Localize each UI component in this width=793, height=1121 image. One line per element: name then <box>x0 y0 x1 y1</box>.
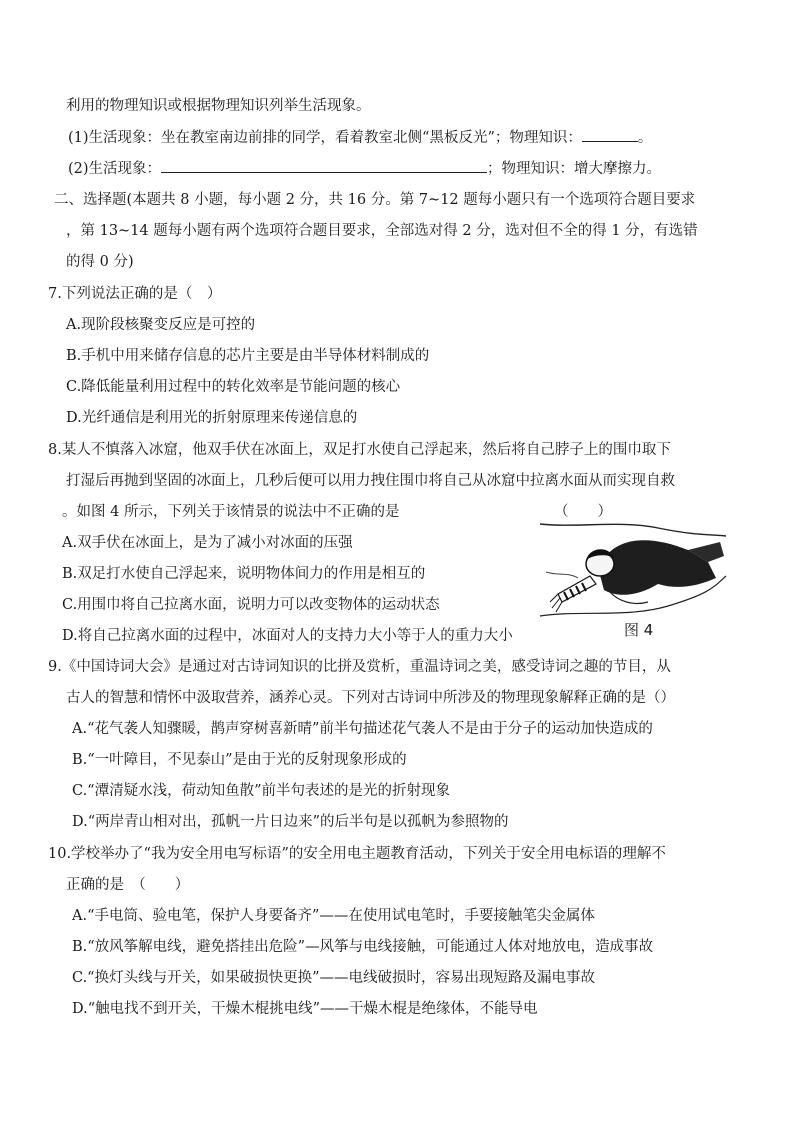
q8-stem-1: 8.某人不慎落入冰窟，他双手伏在冰面上，双足打水使自己浮起来，然后将自己脖子上的围巾取下 <box>48 442 671 458</box>
q9-option-d: D.“两岸青山相对出，孤帆一片日边来”的后半句是以孤帆为参照物的 <box>72 814 509 830</box>
intro-line: 利用的物理知识或根据物理知识列举生活现象。 <box>66 98 371 114</box>
q10-stem-1: 10.学校举办了“我为安全用电写标语”的安全用电主题教育活动，下列关于安全用电标语的理解不 <box>48 846 666 862</box>
answer-blank-1 <box>582 127 638 142</box>
figure-4-illustration <box>538 506 728 636</box>
intro-item-1-end: 。 <box>637 130 653 146</box>
q9-stem-2: 古人的智慧和情怀中汲取营养，涵养心灵。下列对古诗词中所涉及的物理现象解释正确的是（） <box>66 690 675 706</box>
q8-stem-3: 。如图 4 所示，下列关于该情景的说法中不正确的是 <box>62 504 400 520</box>
q7-option-c: C.降低能量利用过程中的转化效率是节能问题的核心 <box>66 379 401 395</box>
q7-option-d: D.光纤通信是利用光的折射原理来传递信息的 <box>66 410 358 426</box>
q8-option-a: A.双手伏在冰面上，是为了减小对冰面的压强 <box>62 535 353 551</box>
q8-answer-paren: （ ） <box>554 504 612 520</box>
q8-option-c: C.用围巾将自己拉离水面，说明力可以改变物体的运动状态 <box>62 597 440 613</box>
q9-option-c: C.“潭清疑水浅，荷动知鱼散”前半句表述的是光的折射现象 <box>72 783 451 799</box>
q8-option-d: D.将自己拉离水面的过程中，冰面对人的支持力大小等于人的重力大小 <box>62 628 513 644</box>
intro-item-2-end: ；物理知识：增大摩擦力。 <box>487 161 662 177</box>
q10-option-b: B.“放风筝解电线，避免搭挂出危险”—风筝与电线接触，可能通过人体对地放电，造成事故 <box>72 939 654 955</box>
intro-item-2-text: (2)生活现象： <box>68 161 162 177</box>
q7-option-b: B.手机中用来储存信息的芯片主要是由半导体材料制成的 <box>66 348 430 364</box>
intro-item-2 <box>68 158 661 179</box>
section-2-heading: 二、选择题(本题共 8 小题，每小题 2 分，共 16 分。第 7~12 题每小题只有一个选项符合题目要求 <box>54 192 696 208</box>
answer-blank-2 <box>161 158 487 173</box>
q9-stem-1: 9.《中国诗词大会》是通过对古诗词知识的比拼及赏析，重温诗词之美，感受诗词之趣的节目，从 <box>48 659 671 675</box>
q8-option-b: B.双足打水使自己浮起来，说明物体间力的作用是相互的 <box>62 566 426 582</box>
q10-option-d: D.“触电找不到开关，干燥木棍挑电线”——干燥木棍是绝缘体，不能导电 <box>72 1001 538 1017</box>
intro-item-1-text: (1)生活现象：坐在教室南边前排的同学，看着教室北侧“黑板反光”；物理知识： <box>68 130 582 146</box>
q10-stem-2: 正确的是 （ ） <box>66 877 190 893</box>
q10-option-a: A.“手电筒、验电笔，保护人身要备齐”——在使用试电笔时，手要接触笔尖金属体 <box>72 908 595 924</box>
q7-stem: 7.下列说法正确的是（ ） <box>48 286 222 302</box>
q9-option-b: B.“一叶障目，不见泰山”是由于光的反射现象形成的 <box>72 752 407 768</box>
q8-stem-2: 打湿后再抛到坚固的冰面上，几秒后便可以用力拽住围巾将自己从冰窟中拉离水面从而实现自救 <box>66 473 675 489</box>
q9-option-a: A.“花气袭人知骤暖，鹊声穿树喜新晴”前半句描述花气袭人不是由于分子的运动加快造成的 <box>72 721 653 737</box>
q10-option-c: C.“换灯头线与开关，如果破损快更换”——电线破损时，容易出现短路及漏电事故 <box>72 970 596 986</box>
q7-option-a: A.现阶段核聚变反应是可控的 <box>66 317 256 333</box>
figure-4-label: 图 4 <box>624 621 654 639</box>
intro-item-1 <box>68 127 652 148</box>
section-2-heading-line-2: ，第 13~14 题每小题有两个选项符合题目要求，全部选对得 2 分，选对但不全的得 1 分，有选错 <box>66 223 698 239</box>
section-2-heading-line-3: 的得 0 分) <box>66 254 134 270</box>
